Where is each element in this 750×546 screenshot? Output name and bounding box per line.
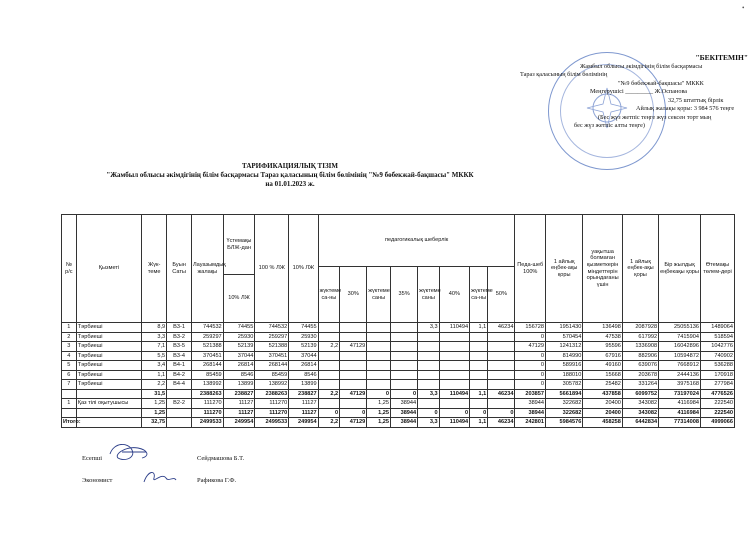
approval-line: бес жүз жетпіс алты теңге): [574, 122, 645, 129]
table-cell: [318, 361, 339, 371]
chief-signature-icon: [106, 440, 156, 466]
table-cell: 25055136: [659, 323, 701, 333]
table-cell: [470, 351, 488, 361]
table-cell: [340, 380, 367, 390]
header-month: 1 айлық еңбек-ақы қоры: [546, 215, 583, 323]
table-cell: 38944: [515, 408, 546, 418]
table-cell: [439, 351, 470, 361]
table-cell: 343082: [622, 408, 658, 418]
table-cell: 521388: [255, 342, 289, 352]
table-cell: [470, 361, 488, 371]
table-cell: 1336908: [622, 342, 658, 352]
table-cell: [439, 361, 470, 371]
table-cell: [340, 370, 367, 380]
table-cell: Тәрбиеші: [76, 351, 142, 361]
table-cell: 0: [488, 408, 515, 418]
table-cell: 1,1: [470, 323, 488, 333]
header-lj100: 100 % ЛЖ: [255, 215, 289, 323]
table-cell: 259297: [192, 332, 224, 342]
table-cell: В4-4: [167, 380, 192, 390]
table-cell: 47129: [340, 389, 367, 399]
table-cell: [76, 418, 142, 428]
approval-block: [520, 53, 748, 131]
table-cell: В3-5: [167, 342, 192, 352]
table-cell: [318, 380, 339, 390]
table-cell: 249954: [223, 418, 255, 428]
header-vacancy: уақытша болмаған қызметкерін міндеттерін орындағаны үшін: [583, 215, 623, 323]
table-cell: В4-1: [167, 361, 192, 371]
table-cell: [367, 380, 391, 390]
table-cell: 305782: [546, 380, 583, 390]
table-cell: [418, 380, 439, 390]
table-cell: [367, 370, 391, 380]
table-cell: 5661894: [546, 389, 583, 399]
table-cell: 73197024: [659, 389, 701, 399]
table-cell: Тәрбиеші: [76, 370, 142, 380]
header-salary: Лауазымдық жалақы: [192, 215, 224, 323]
table-cell: 26814: [289, 361, 318, 371]
econ-name: Рафикова Г.Ф.: [197, 477, 237, 484]
table-cell: 38944: [391, 399, 418, 409]
table-cell: [470, 399, 488, 409]
table-cell: Тәрбиеші: [76, 332, 142, 342]
table-cell: [340, 351, 367, 361]
approval-line: (Бес жүз жетпіс теңге жүз сексен торт мың: [598, 113, 712, 121]
table-cell: 38944: [515, 399, 546, 409]
table-cell: 6099752: [622, 389, 658, 399]
table-cell: 331264: [622, 380, 658, 390]
table-cell: 8546: [289, 370, 318, 380]
table-cell: [488, 361, 515, 371]
table-cell: [318, 351, 339, 361]
econ-label: Экономист: [82, 477, 113, 484]
table-cell: 1,25: [142, 399, 167, 409]
table-cell: 322682: [546, 399, 583, 409]
table-cell: 740902: [700, 351, 734, 361]
table-cell: В2-2: [167, 399, 192, 409]
table-cell: [488, 370, 515, 380]
header-p35: 35%: [391, 267, 418, 323]
table-cell: 518594: [700, 332, 734, 342]
table-cell: 25930: [223, 332, 255, 342]
table-row: [62, 361, 735, 371]
header-lj10: 10% ЛЖ: [289, 215, 318, 323]
table-cell: 0: [318, 408, 339, 418]
table-cell: [391, 370, 418, 380]
chief-label: Есепші: [82, 455, 103, 462]
table-cell: 2444136: [659, 370, 701, 380]
table-cell: 2087928: [622, 323, 658, 333]
table-cell: 25930: [289, 332, 318, 342]
table-cell: [340, 399, 367, 409]
table-cell: 31,5: [142, 389, 167, 399]
table-row: [62, 370, 735, 380]
table-cell: 11127: [289, 408, 318, 418]
table-cell: 138992: [192, 380, 224, 390]
table-cell: 370451: [192, 351, 224, 361]
table-cell: [418, 370, 439, 380]
table-cell: Тәрбиеші: [76, 342, 142, 352]
table-cell: 2499533: [192, 418, 224, 428]
approval-line: Жамбыл облысы әкімдігінің білім басқармасы: [580, 62, 703, 70]
table-cell: [470, 380, 488, 390]
table-cell: 95596: [583, 342, 623, 352]
table-cell: 277984: [700, 380, 734, 390]
table-cell: 2388263: [255, 389, 289, 399]
table-cell: [367, 342, 391, 352]
table-cell: 249954: [289, 418, 318, 428]
table-cell: 437858: [583, 389, 623, 399]
table-cell: 7,1: [142, 342, 167, 352]
approval-line: Айлық жалақы қоры: 3 984 576 теңге: [636, 105, 735, 112]
table-cell: Тәрбиеші: [76, 361, 142, 371]
table-cell: 20400: [583, 408, 623, 418]
table-cell: 110494: [439, 389, 470, 399]
table-cell: 814990: [546, 351, 583, 361]
table-cell: 6: [62, 370, 77, 380]
table-cell: 138992: [255, 380, 289, 390]
table-cell: 85459: [255, 370, 289, 380]
table-cell: [488, 399, 515, 409]
table-cell: 4116984: [659, 408, 701, 418]
table-cell: 3: [62, 342, 77, 352]
table-cell: [488, 380, 515, 390]
table-cell: [76, 408, 142, 418]
header-ust10: 10% ЛЖ: [223, 275, 255, 323]
table-cell: [318, 323, 339, 333]
table-cell: Итого:: [63, 419, 81, 426]
table-cell: 4999066: [700, 418, 734, 428]
table-cell: [340, 323, 367, 333]
table-cell: 20400: [583, 399, 623, 409]
table-cell: 238827: [223, 389, 255, 399]
table-cell: 37044: [289, 351, 318, 361]
table-cell: 2,2: [318, 342, 339, 352]
table-cell: [76, 389, 142, 399]
header-comp: Өтемақы төлем-дері: [700, 215, 734, 323]
table-cell: 203678: [622, 370, 658, 380]
table-cell: 0: [470, 408, 488, 418]
table-cell: 46234: [488, 418, 515, 428]
table-cell: 4776526: [700, 389, 734, 399]
table-cell: [318, 399, 339, 409]
chief-name: Сейдмашова Б.Т.: [197, 455, 245, 462]
table-cell: 2,2: [142, 380, 167, 390]
table-cell: 3,3: [418, 418, 439, 428]
table-cell: 322682: [546, 408, 583, 418]
table-cell: 47129: [340, 418, 367, 428]
table-cell: 11127: [223, 399, 255, 409]
table-cell: 5: [62, 361, 77, 371]
header-pedfund: Педа-шеб 100%: [515, 215, 546, 323]
table-cell: [439, 380, 470, 390]
table-cell: [488, 351, 515, 361]
table-cell: 589916: [546, 361, 583, 371]
table-cell: 1489064: [700, 323, 734, 333]
table-cell: [167, 418, 192, 428]
table-cell: 744532: [255, 323, 289, 333]
table-cell: [439, 342, 470, 352]
header-position: Қызметі: [76, 215, 142, 323]
table-cell: [62, 389, 77, 399]
header-p30: 30%: [340, 267, 367, 323]
table-cell: [418, 332, 439, 342]
table-cell: 0: [515, 380, 546, 390]
table-row: [62, 380, 735, 390]
header-load4: жүктеме са-ны: [470, 267, 488, 323]
header-ped: педагогикалық шеберлік: [318, 215, 515, 267]
table-cell: 37044: [223, 351, 255, 361]
table-cell: [439, 370, 470, 380]
table-cell: 2,2: [318, 389, 339, 399]
table-cell: [367, 323, 391, 333]
table-cell: 85459: [192, 370, 224, 380]
table-cell: 47129: [515, 342, 546, 352]
title-line-3: на 01.01.2023 ж.: [265, 180, 315, 188]
total-row: [62, 418, 735, 428]
table-cell: 26814: [223, 361, 255, 371]
header-p40: 40%: [439, 267, 470, 323]
table-cell: Қаз тілі оқытушысы: [76, 399, 142, 409]
title-line-2: "Жамбыл облысы әкімдігінің білім басқармасы Тараз қаласының білім бөлімінің "№9 бөбекжай-бақшасы" МККК: [106, 171, 474, 179]
table-cell: 5984576: [546, 418, 583, 428]
table-cell: 0: [367, 389, 391, 399]
header-workload: Жүк-теме: [142, 215, 167, 323]
table-cell: 74455: [223, 323, 255, 333]
table-row: [62, 323, 735, 333]
table-row: [62, 342, 735, 352]
corner-mark-icon: •: [742, 4, 745, 12]
table-cell: 268144: [192, 361, 224, 371]
table-cell: 2: [62, 332, 77, 342]
table-cell: 259297: [255, 332, 289, 342]
header-num: № р/с: [62, 215, 77, 323]
table-cell: 2499533: [255, 418, 289, 428]
table-cell: 3,3: [418, 323, 439, 333]
table-cell: Тәрбиеші: [76, 380, 142, 390]
table-cell: 47129: [340, 342, 367, 352]
table-cell: 744532: [192, 323, 224, 333]
table-cell: 4116984: [659, 399, 701, 409]
table-cell: [418, 342, 439, 352]
table-cell: [340, 361, 367, 371]
table-cell: 46234: [488, 389, 515, 399]
table-cell: 136498: [583, 323, 623, 333]
table-cell: [488, 332, 515, 342]
table-cell: [318, 370, 339, 380]
table-cell: 170918: [700, 370, 734, 380]
table-cell: 1: [62, 323, 77, 333]
table-cell: [167, 389, 192, 399]
table-cell: 32,75: [142, 418, 167, 428]
table-cell: [488, 342, 515, 352]
table-cell: 1: [62, 399, 77, 409]
table-cell: 13899: [223, 380, 255, 390]
table-cell: 111270: [192, 399, 224, 409]
table-cell: 110494: [439, 323, 470, 333]
header-load2: жүктеме саны: [367, 267, 391, 323]
table-cell: 882906: [622, 351, 658, 361]
table-cell: 268144: [255, 361, 289, 371]
table-cell: 77314008: [659, 418, 701, 428]
table-cell: 5,5: [142, 351, 167, 361]
table-cell: 0: [391, 389, 418, 399]
table-cell: [418, 399, 439, 409]
table-cell: 16042896: [659, 342, 701, 352]
table-row: [62, 351, 735, 361]
header-month2: 1 айлық еңбек-ақы қоры: [622, 215, 658, 323]
table-cell: 13899: [289, 380, 318, 390]
table-cell: 222540: [700, 399, 734, 409]
table-cell: [439, 399, 470, 409]
table-cell: 7668912: [659, 361, 701, 371]
table-cell: 3,4: [142, 361, 167, 371]
table-cell: 52139: [289, 342, 318, 352]
approval-line: Меңгерушісі _________ Ж.Оспанова: [590, 88, 688, 95]
table-cell: В3-4: [167, 351, 192, 361]
subtotal-row: [62, 389, 735, 399]
table-cell: В3-1: [167, 323, 192, 333]
header-p50: 50%: [488, 267, 515, 323]
table-cell: 15668: [583, 370, 623, 380]
table-cell: [391, 342, 418, 352]
table-cell: 238827: [289, 389, 318, 399]
table-cell: 1,25: [367, 408, 391, 418]
table-cell: 8546: [223, 370, 255, 380]
table-cell: [418, 351, 439, 361]
table-cell: 3975168: [659, 380, 701, 390]
title-line-1: ТАРИФИКАЦИЯЛЫҚ ТІЗІМ: [242, 162, 338, 170]
table-cell: 49160: [583, 361, 623, 371]
table-cell: 1,1: [470, 418, 488, 428]
table-cell: 11127: [289, 399, 318, 409]
table-cell: 7: [62, 380, 77, 390]
table-cell: В3-2: [167, 332, 192, 342]
table-cell: 74455: [289, 323, 318, 333]
table-cell: [470, 342, 488, 352]
table-cell: 188010: [546, 370, 583, 380]
table-cell: 617992: [622, 332, 658, 342]
table-cell: [318, 332, 339, 342]
table-cell: 0: [515, 351, 546, 361]
table-row: [62, 332, 735, 342]
approval-line: "№9 бөбекжай-бақшасы" МККК: [618, 79, 704, 87]
table-cell: 3,3: [418, 389, 439, 399]
table-cell: [391, 323, 418, 333]
table-cell: 242801: [515, 418, 546, 428]
econ-signature-icon: [140, 466, 180, 488]
tarification-table: [61, 214, 735, 428]
table-cell: 111270: [192, 408, 224, 418]
table-cell: 38944: [391, 418, 418, 428]
table-cell: 1,1: [142, 370, 167, 380]
table-cell: 0: [515, 361, 546, 371]
table-cell: [367, 351, 391, 361]
table-cell: 6442834: [622, 418, 658, 428]
table-cell: 521388: [192, 342, 224, 352]
table-cell: 25482: [583, 380, 623, 390]
table-cell: 570454: [546, 332, 583, 342]
table-cell: [62, 408, 77, 418]
table-cell: 2,2: [318, 418, 339, 428]
table-cell: 222540: [700, 408, 734, 418]
table-cell: 1,25: [367, 418, 391, 428]
table-cell: 110494: [439, 418, 470, 428]
table-cell: 1,25: [142, 408, 167, 418]
table-cell: 7415904: [659, 332, 701, 342]
table-cell: 458258: [583, 418, 623, 428]
table-cell: 46234: [488, 323, 515, 333]
table-cell: [418, 361, 439, 371]
table-cell: 1,1: [470, 389, 488, 399]
table-cell: 111270: [255, 408, 289, 418]
table-cell: 1042776: [700, 342, 734, 352]
table-cell: [340, 332, 367, 342]
approval-line: 32,75 штаттық бірлік: [668, 96, 724, 104]
table-cell: [470, 370, 488, 380]
header-year: Бір жылдық еңбекақы қоры: [659, 215, 701, 323]
table-row: [62, 408, 735, 418]
table-cell: В4-2: [167, 370, 192, 380]
table-cell: 0: [418, 408, 439, 418]
table-cell: [167, 408, 192, 418]
table-cell: [439, 332, 470, 342]
table-cell: 8,9: [142, 323, 167, 333]
header-block: Буын Саты: [167, 215, 192, 323]
table-cell: 1241312: [546, 342, 583, 352]
table-cell: 1,25: [367, 399, 391, 409]
table-cell: 1951430: [546, 323, 583, 333]
table-cell: [470, 332, 488, 342]
approval-line: Тараз қаласының білім бөлімінің: [520, 71, 608, 78]
table-cell: 0: [439, 408, 470, 418]
table-cell: 536288: [700, 361, 734, 371]
table-cell: 47538: [583, 332, 623, 342]
table-cell: 2388263: [192, 389, 224, 399]
table-cell: 343082: [622, 399, 658, 409]
table-cell: 67916: [583, 351, 623, 361]
table-cell: 639076: [622, 361, 658, 371]
table-cell: 111270: [255, 399, 289, 409]
table-cell: [367, 332, 391, 342]
approval-heading: "БЕКІТЕМІН": [695, 53, 748, 62]
table-cell: 52139: [223, 342, 255, 352]
table-cell: 370451: [255, 351, 289, 361]
table-cell: Тәрбиеші: [76, 323, 142, 333]
table-cell: 0: [340, 408, 367, 418]
table-cell: [391, 351, 418, 361]
table-cell: 3,3: [142, 332, 167, 342]
table-cell: 203857: [515, 389, 546, 399]
table-cell: [391, 361, 418, 371]
table-cell: [367, 361, 391, 371]
table-cell: 0: [515, 332, 546, 342]
table-cell: 38944: [391, 408, 418, 418]
header-load1: жүктеме са-ны: [318, 267, 339, 323]
table-row: [62, 399, 735, 409]
header-ust: Үстемақы БЛЖ-дан: [223, 215, 255, 275]
table-cell: [391, 380, 418, 390]
header-load3: жүктеме саны: [418, 267, 439, 323]
table-cell: 156728: [515, 323, 546, 333]
table-cell: 4: [62, 351, 77, 361]
document-title: [106, 162, 474, 189]
table-cell: 10594872: [659, 351, 701, 361]
table-cell: [391, 332, 418, 342]
table-cell: 0: [515, 370, 546, 380]
table-cell: 11127: [223, 408, 255, 418]
